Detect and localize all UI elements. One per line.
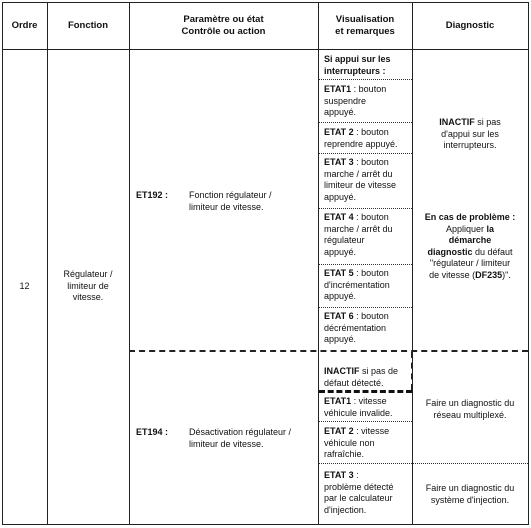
sub-separator <box>319 421 412 422</box>
et192-etat4: ETAT 4 : bouton marche / arrêt du régulateur appuyé. <box>324 212 393 257</box>
row-ordre: 12 <box>19 281 30 291</box>
table-border-bottom <box>2 524 529 525</box>
et192-diag-inactif: INACTIF si pas d'appui sur les interrupteurs. <box>439 117 501 150</box>
table-border-top <box>2 2 529 3</box>
header-ordre: Ordre <box>11 20 38 31</box>
header-diagnostic: Diagnostic <box>445 20 495 31</box>
et194-inactif: INACTIF si pas de défaut détecté. <box>324 366 399 388</box>
et194-diag-multiplexe: Faire un diagnostic du réseau multiplexé. <box>425 398 515 420</box>
et192-etat2: ETAT 2 : bouton reprendre appuyé. <box>324 127 398 149</box>
et192-etat1: ETAT1 : bouton suspendre appuyé. <box>324 84 387 117</box>
sub-separator <box>319 122 412 123</box>
sub-separator <box>319 79 412 80</box>
sub-separator <box>319 307 412 308</box>
sub-separator <box>319 208 412 209</box>
et-separator <box>129 350 528 352</box>
et192-intro: Si appui sur les interrupteurs : <box>324 54 391 76</box>
header-parametre: Paramètre ou état Contrôle ou action <box>181 14 266 37</box>
et194-etat3: ETAT 3 : problème détecté par le calculateur d'injection. <box>324 470 394 515</box>
et194-etat1: ETAT1 : vitesse véhicule invalide. <box>324 396 393 418</box>
table-border-left <box>2 2 3 525</box>
et194-code: ET194 : <box>136 427 169 437</box>
et192-diag-probleme: En cas de problème : Appliquer la démarche diagnostic du défaut "régulateur / limiteur de vitesse (DF235)". <box>424 212 516 280</box>
et192-etat3: ETAT 3 : bouton marche / arrêt du limiteur de vitesse appuyé. <box>324 157 397 202</box>
et192-etat5: ETAT 5 : bouton d'incrémentation appuyé. <box>324 268 390 301</box>
et192-label: Fonction régulateur / limiteur de vitesse. <box>189 190 272 212</box>
table-border-right <box>528 2 529 525</box>
sub-separator <box>319 153 412 154</box>
sub-separator <box>319 390 412 393</box>
header-visualisation: Visualisation et remarques <box>335 14 395 37</box>
et194-etat2: ETAT 2 : vitesse véhicule non rafraîchie. <box>324 426 390 459</box>
et192-code: ET192 : <box>136 190 169 200</box>
col-sep-2 <box>129 2 130 525</box>
et194-diag-injection: Faire un diagnostic du système d'injection. <box>425 483 515 505</box>
et194-label: Désactivation régulateur / limiteur de vitesse. <box>189 427 292 449</box>
et192-etat6: ETAT 6 : bouton décrémentation appuyé. <box>324 311 389 344</box>
row-fonction: Régulateur / limiteur de vitesse. <box>63 269 113 302</box>
col-sep-1 <box>47 2 48 525</box>
sub-separator <box>319 463 528 464</box>
sub-separator-vertical <box>411 352 413 390</box>
sub-separator <box>319 264 412 265</box>
header-separator <box>2 49 529 50</box>
header-fonction: Fonction <box>67 20 109 31</box>
